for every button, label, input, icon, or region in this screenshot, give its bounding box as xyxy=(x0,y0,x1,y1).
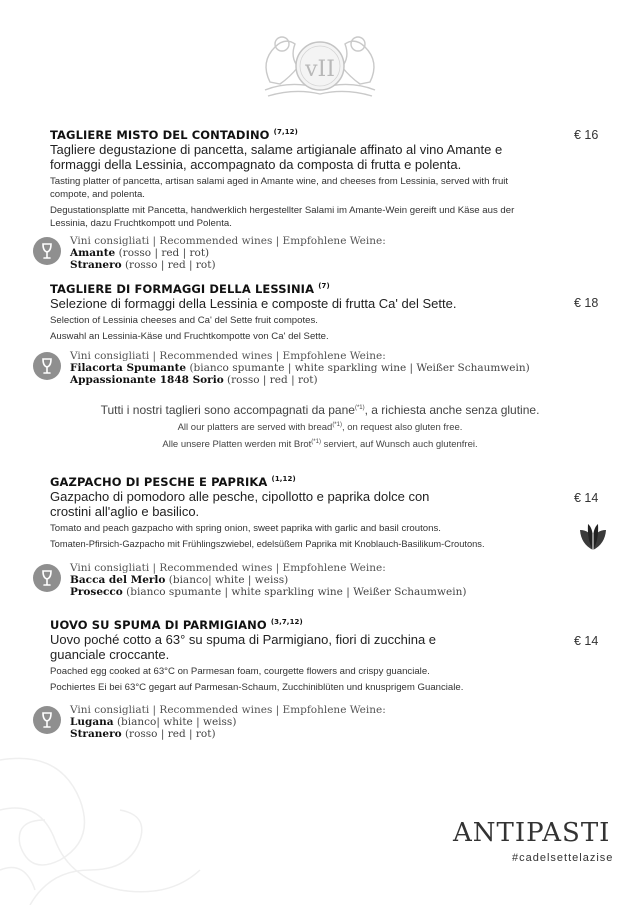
dish-desc-en: Selection of Lessinia cheeses and Ca' del Sette fruit compotes. xyxy=(50,315,318,326)
wine-label: Vini consigliati | Recommended wines | Empfohlene Weine: xyxy=(70,235,386,247)
dish-tagliere-misto xyxy=(50,128,540,230)
allergens: (3,7,12) xyxy=(270,618,303,627)
dish-title: GAZPACHO DI PESCHE E PAPRIKA $^{(1,12)}$ xyxy=(50,475,296,489)
bread-note-en: All our platters are served with bread$^{(*1)}$, on request also gluten free. xyxy=(177,422,463,434)
wine-desc: (bianco spumante | white sparkling wine | Weißer Schaumwein) xyxy=(186,362,530,374)
dish-title: TAGLIERE MISTO DEL CONTADINO $^{(7,12)}$ xyxy=(50,128,298,142)
dish-price: € 14 xyxy=(574,634,599,648)
hashtag: #cadelsettelazise xyxy=(512,852,614,864)
dish-desc-it: Tagliere degustazione di pancetta, salame artigianale affinato al vino Amante e formaggi della Lessinia, accompagnato da composta di frutta e polenta. xyxy=(50,142,503,172)
wine-name: Stranero xyxy=(70,259,122,271)
wine-name: Filacorta Spumante xyxy=(70,362,187,374)
wine-name: Lugana xyxy=(70,716,114,728)
wine-name: Amante xyxy=(70,247,116,259)
wine-name: Bacca del Merlo xyxy=(70,574,166,586)
dish-desc-de: Tomaten-Pfirsich-Gazpacho mit Frühlingszwiebel, edelsüßem Paprika mit Knoblauch-Basilikum-Croutons. xyxy=(50,539,485,549)
wine-name: Stranero xyxy=(70,728,122,740)
dish-desc-it: Selezione di formaggi della Lessinia e composte di frutta Ca' del Sette. xyxy=(50,296,457,311)
wine-label: Vini consigliati | Recommended wines | Empfohlene Weine: xyxy=(70,704,386,716)
ca-del-sette-logo xyxy=(250,22,390,102)
floral-ornament xyxy=(0,720,220,905)
dish-desc-de: Degustationsplatte mit Pancetta, handwerklich hergestellter Salami im Amante-Wein gereift und Käse aus der Lessinia, dazu Fruchtkompott und Polenta. xyxy=(50,205,515,229)
logo-monogram: vII xyxy=(305,57,335,82)
bread-note-it: Tutti i nostri taglieri sono accompagnati da pane$^{(*1)}$, a richiesta anche senza glutine. xyxy=(100,403,540,417)
wine-name: Prosecco xyxy=(70,586,123,598)
dish-price: € 16 xyxy=(574,128,599,142)
dish-price: € 14 xyxy=(574,491,599,505)
wine-desc: (rosso | red | rot) xyxy=(121,259,216,271)
dish-price: € 18 xyxy=(574,296,599,310)
dish-desc-de: Pochiertes Ei bei 63°C gegart auf Parmesan-Schaum, Zucchiniblüten und knusprigem Guanciale. xyxy=(50,682,464,693)
dish-desc-de: Auswahl an Lessinia-Käse und Fruchtkompotte von Ca' del Sette. xyxy=(50,331,329,342)
wine-desc: (rosso | red | rot) xyxy=(115,247,210,259)
dish-desc-en: Tomato and peach gazpacho with spring onion, sweet paprika with garlic and basil croutons. xyxy=(50,523,441,534)
dish-desc-it: Gazpacho di pomodoro alle pesche, cipollotto e paprika dolce con crostini all'aglio e basilico. xyxy=(50,489,430,519)
dish-desc-it: Uovo poché cotto a 63° su spuma di Parmigiano, fiori di zucchina e guanciale croccante. xyxy=(50,632,437,662)
wine-glass-icon xyxy=(33,237,61,265)
section-title: ANTIPASTI xyxy=(453,818,611,848)
wine-glass-icon xyxy=(33,352,61,380)
allergens: (7) xyxy=(318,282,330,291)
wine-name: Appassionante 1848 Sorio xyxy=(70,374,224,386)
wine-glass-icon xyxy=(33,564,61,592)
dish-gazpacho xyxy=(50,475,540,551)
wine-label: Vini consigliati | Recommended wines | Empfohlene Weine: xyxy=(70,562,386,574)
dish-desc-en: Tasting platter of pancetta, artisan salami aged in Amante wine, and cheeses from Lessinia, served with fruit compote, and polenta. xyxy=(50,176,509,200)
wine-desc: (bianco| white | weiss) xyxy=(165,574,289,586)
allergens: (1,12) xyxy=(271,475,296,484)
dish-tagliere-formaggi xyxy=(50,282,540,343)
wine-desc: (rosso | red | rot) xyxy=(223,374,318,386)
wine-desc: (bianco spumante | white sparkling wine | Weißer Schaumwein) xyxy=(122,586,467,598)
allergens: (7,12) xyxy=(273,128,298,137)
wine-label: Vini consigliati | Recommended wines | Empfohlene Weine: xyxy=(70,350,386,362)
dish-desc-en: Poached egg cooked at 63°C on Parmesan foam, courgette flowers and crispy guanciale. xyxy=(50,666,430,677)
wine-desc: (rosso | red | rot) xyxy=(121,728,216,740)
dish-title: TAGLIERE DI FORMAGGI DELLA LESSINIA $^{(7)}$ xyxy=(50,282,330,296)
wine-desc: (bianco| white | weiss) xyxy=(113,716,237,728)
vegetarian-leaf-icon xyxy=(578,520,608,554)
dish-title: UOVO SU SPUMA DI PARMIGIANO $^{(3,7,12)}$ xyxy=(50,618,303,632)
dish-uovo xyxy=(50,618,540,694)
bread-note-de: Alle unsere Platten werden mit Brot$^{(*1)}$ serviert, auf Wunsch auch glutenfrei. xyxy=(162,439,478,451)
